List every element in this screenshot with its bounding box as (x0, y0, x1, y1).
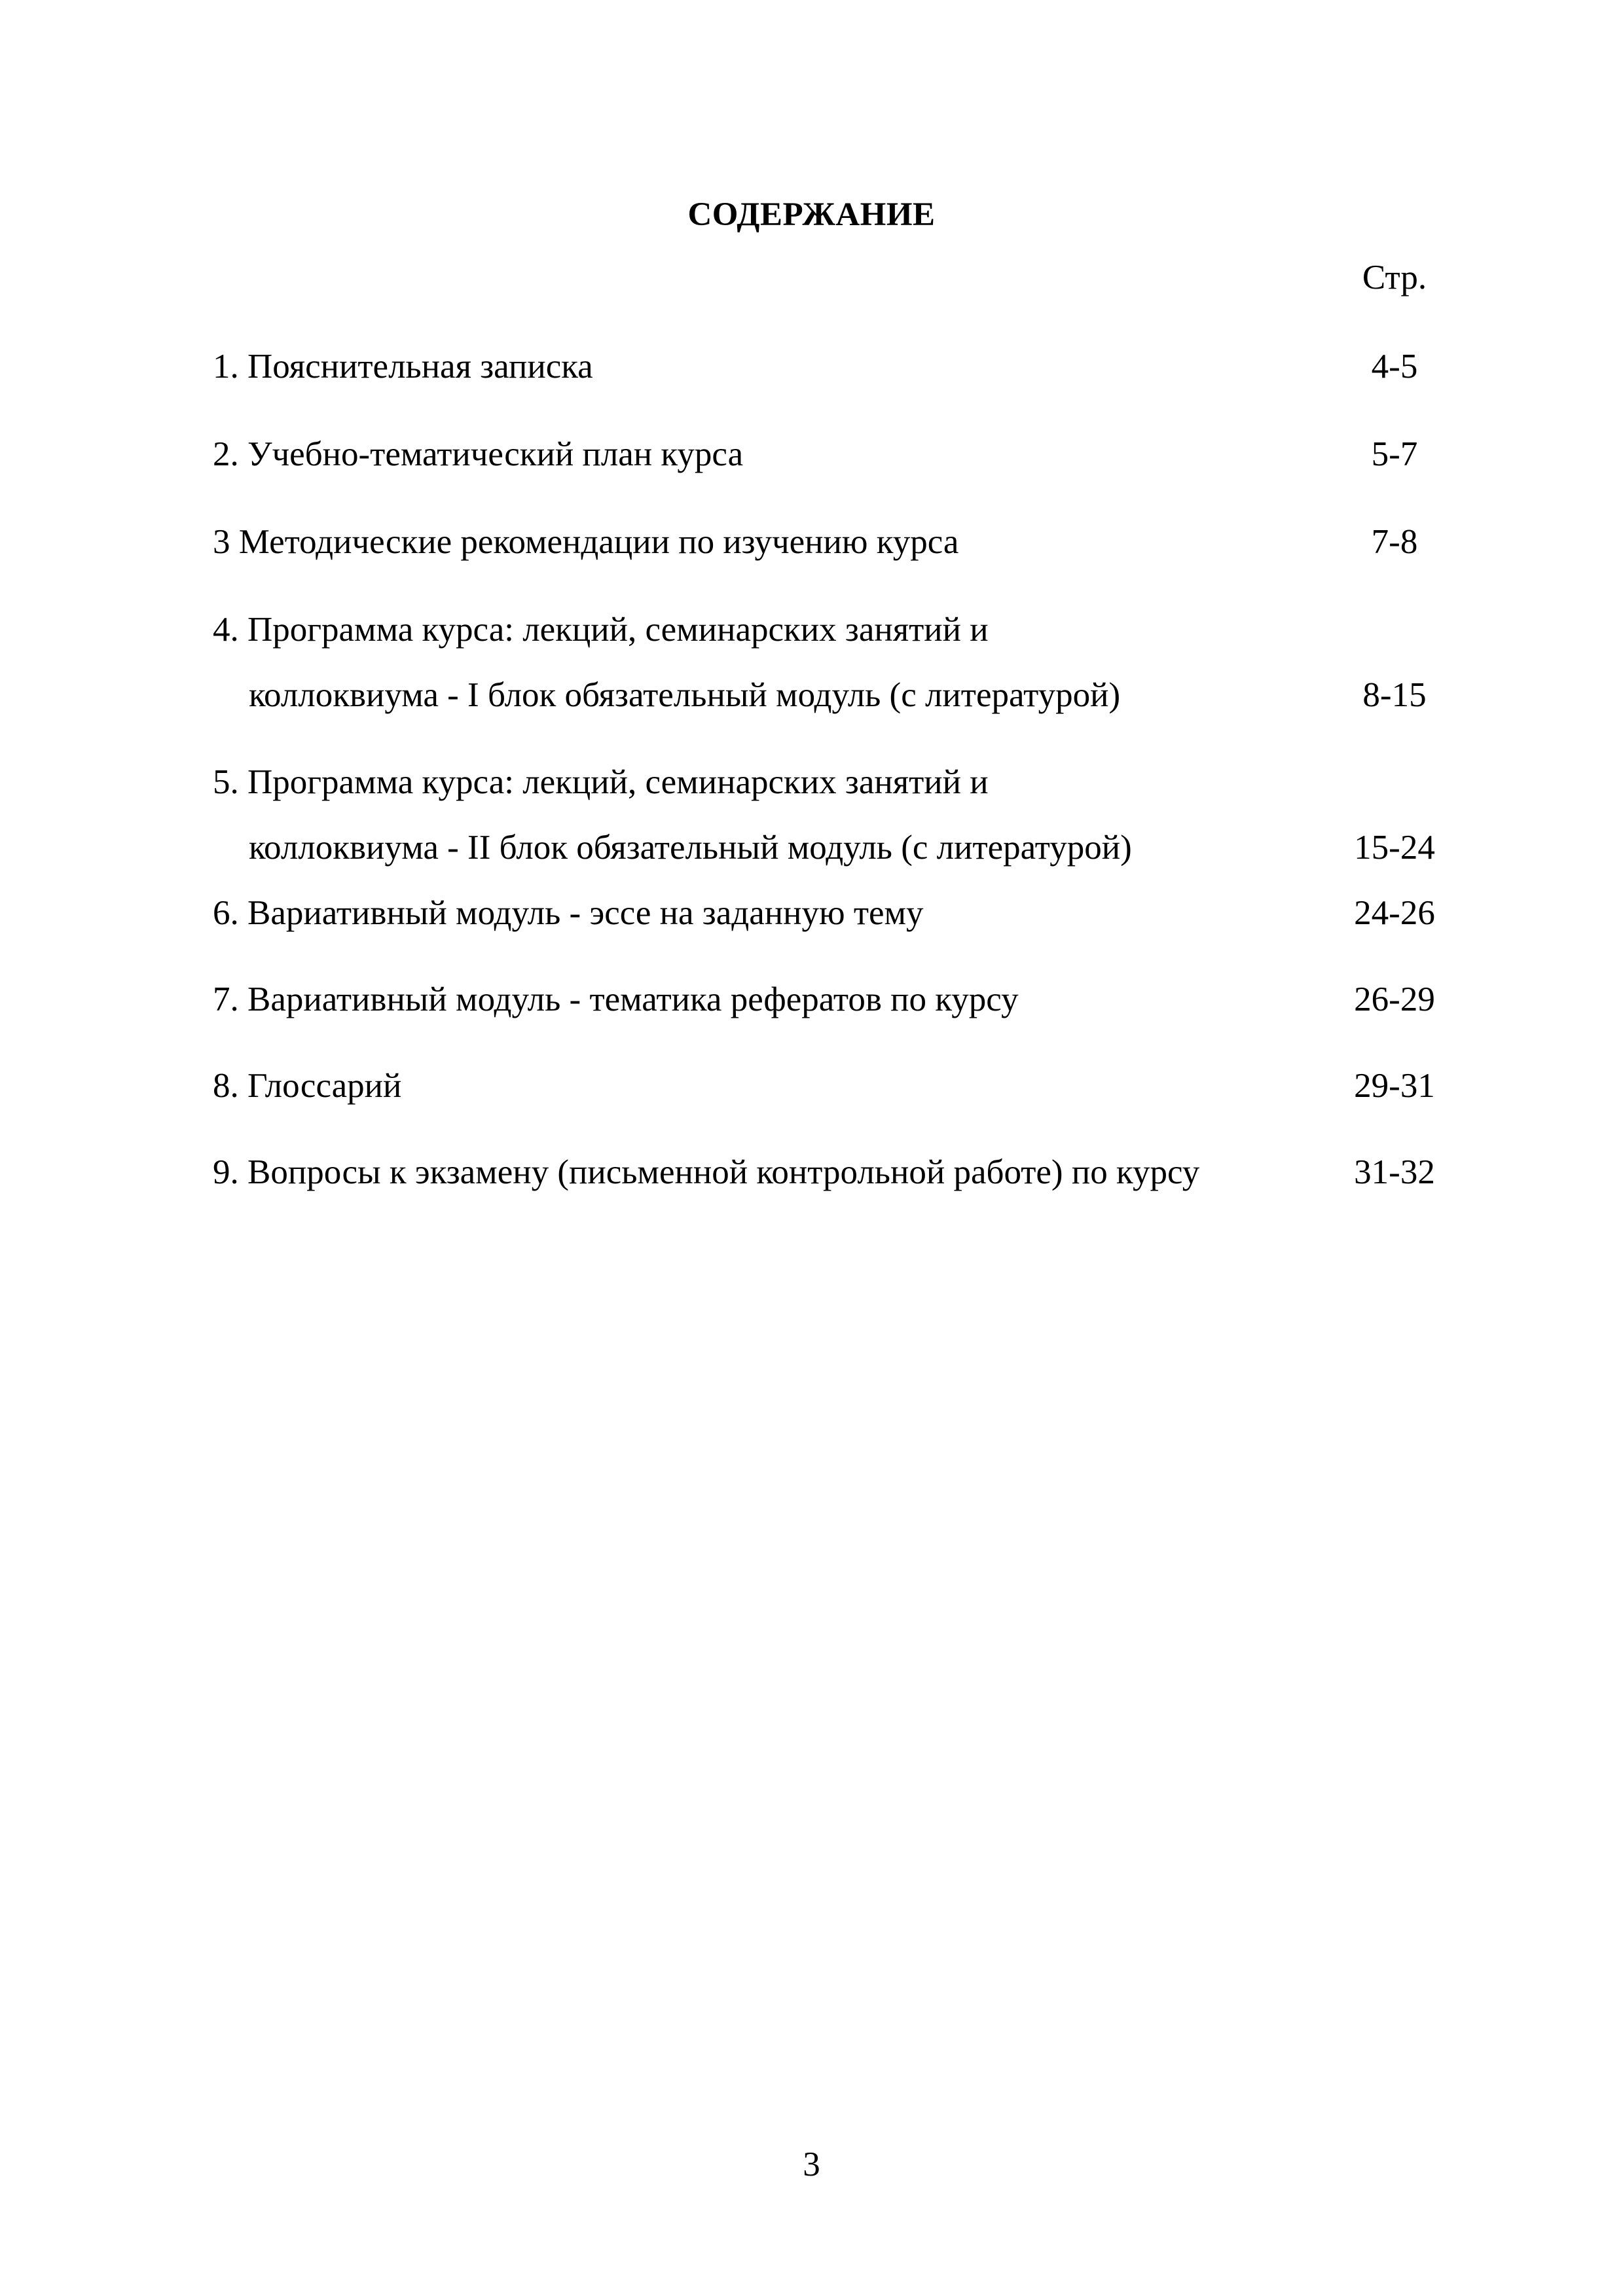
toc-entry-pages: 4-5 (1371, 348, 1418, 386)
toc-entry-pages: 15-24 (1354, 829, 1435, 867)
toc-entry-pages: 8-15 (1362, 676, 1427, 714)
toc-entry-text-continued: коллоквиума - I блок обязательный модуль (с литературой) (249, 676, 1121, 714)
toc-entry-text: 5. Программа курса: лекций, семинарских занятий и (213, 763, 989, 801)
page-title: СОДЕРЖАНИЕ (687, 196, 936, 233)
toc-entry-pages: 5-7 (1371, 435, 1418, 473)
toc-entry-text: 1. Пояснительная записка (213, 348, 593, 386)
toc-entry-pages: 26-29 (1354, 980, 1435, 1018)
toc-entry-pages: 24-26 (1354, 894, 1435, 932)
toc-entry-text: 4. Программа курса: лекций, семинарских занятий и (213, 611, 989, 649)
toc-entry-pages: 7-8 (1371, 523, 1418, 561)
toc-entry-pages: 29-31 (1354, 1067, 1435, 1105)
toc-entry-text: 7. Вариативный модуль - тематика рефератов по курсу (213, 980, 1019, 1018)
toc-entry-text: 3 Методические рекомендации по изучению курса (213, 523, 959, 561)
page-number: 3 (803, 2145, 820, 2183)
toc-entry-text-continued: коллоквиума - II блок обязательный модуль (с литературой) (249, 829, 1132, 867)
toc-entry-text: 9. Вопросы к экзамену (письменной контрольной работе) по курсу (213, 1153, 1200, 1191)
toc-entry-pages: 31-32 (1354, 1153, 1435, 1191)
toc-entry-text: 2. Учебно-тематический план курса (213, 435, 744, 473)
page-column-header: Стр. (1362, 259, 1427, 296)
toc-entry-text: 6. Вариативный модуль - эссе на заданную тему (213, 894, 924, 932)
toc-entry-text: 8. Глоссарий (213, 1067, 402, 1105)
